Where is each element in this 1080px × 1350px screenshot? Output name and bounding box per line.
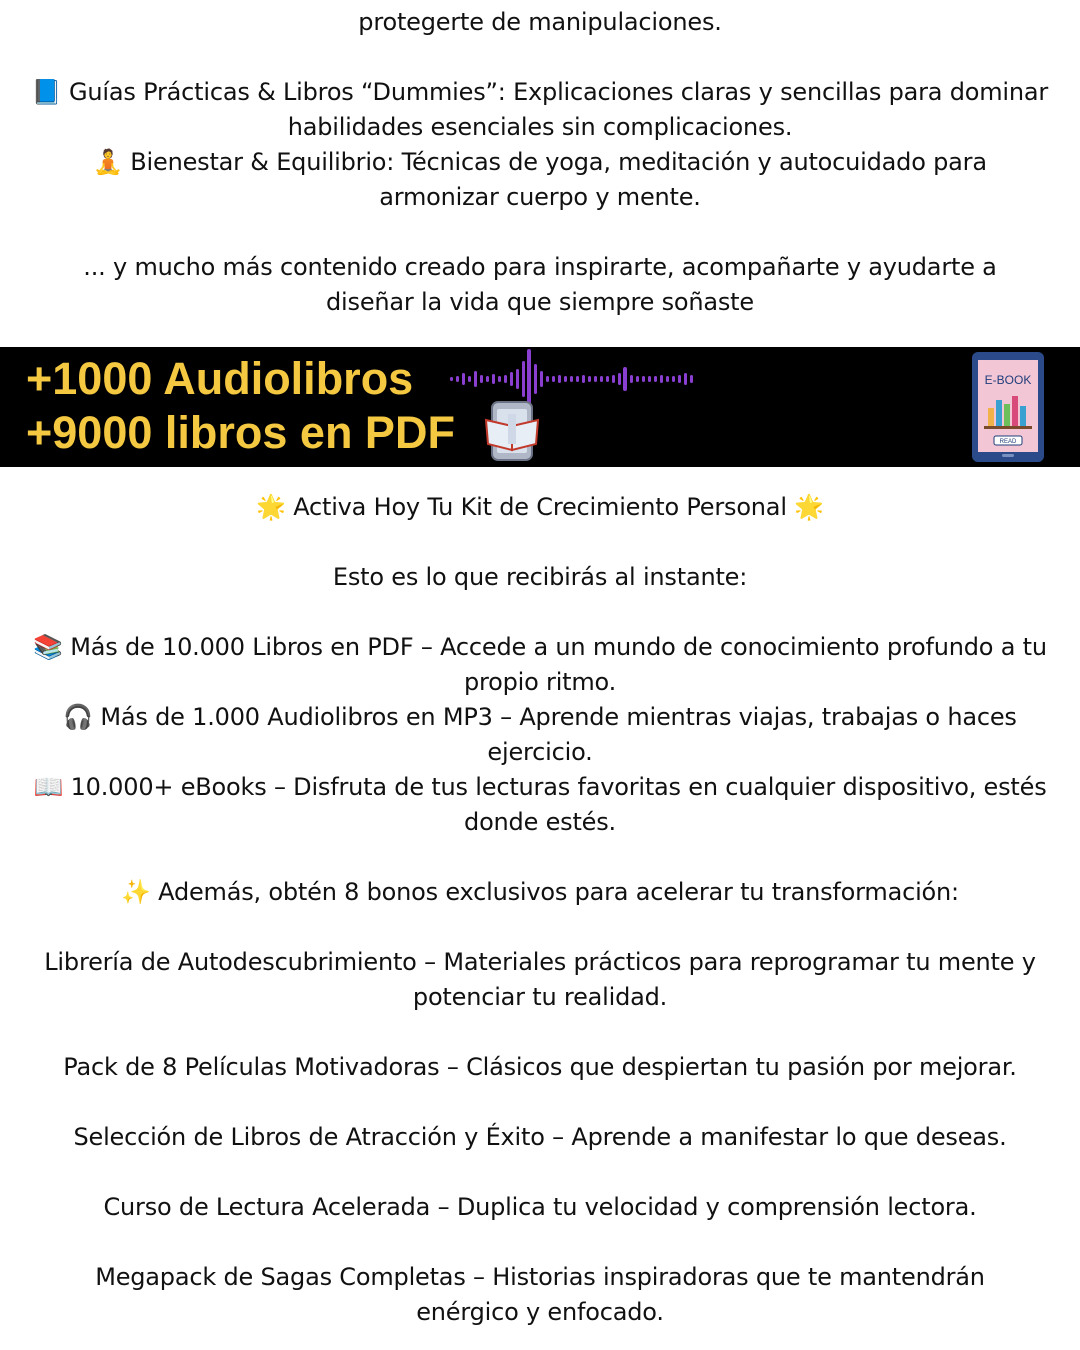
list-item-ebooks-line-2: donde estés.: [464, 808, 616, 836]
open-book-icon: 📖: [33, 773, 64, 801]
bonus-item: [0, 1120, 1080, 1155]
bonus-item: [0, 1190, 1080, 1225]
headphones-icon: 🎧: [63, 703, 93, 731]
books-icon: 📚: [33, 633, 63, 661]
blue-book-icon: 📘: [31, 78, 62, 106]
sparkles-icon: ✨: [121, 878, 151, 906]
wellbeing-text-1: Bienestar & Equilibrio: Técnicas de yoga, meditación y autocuidado para: [130, 148, 987, 176]
bonus-line-1: Selección de Libros de Atracción y Éxito – Aprende a manifestar lo que deseas.: [73, 1123, 1007, 1151]
wellbeing-line-2: armonizar cuerpo y mente.: [379, 183, 701, 211]
offer-intro: Esto es lo que recibirás al instante:: [332, 563, 748, 591]
more-paragraph: [0, 250, 1080, 320]
bonus-line-2: potenciar tu realidad.: [412, 983, 668, 1011]
bonus-line-2: enérgico y enfocado.: [416, 1298, 664, 1326]
list-item-audio-line-1: [0, 700, 1080, 735]
ebook-label: E-BOOK: [984, 373, 1032, 387]
list-item-ebooks-line-1: [0, 770, 1080, 805]
bonus-item: [0, 945, 1080, 1015]
list-item-text: 10.000+ eBooks – Disfruta de tus lecturas favoritas en cualquier dispositivo, estés: [70, 773, 1047, 801]
meditation-icon: 🧘: [93, 148, 123, 176]
offer-items-list: [0, 630, 1080, 840]
banner-headline-audiobooks: +1000 Audiolibros: [26, 353, 414, 404]
bonus-line-1: Curso de Lectura Acelerada – Duplica tu velocidad y comprensión lectora.: [103, 1193, 977, 1221]
bonus-item: [0, 1260, 1080, 1330]
guides-paragraph: [0, 75, 1080, 215]
more-line-2: diseñar la vida que siempre soñaste: [326, 288, 754, 316]
list-item-text: Más de 10.000 Libros en PDF – Accede a un mundo de conocimiento profundo a tu: [70, 633, 1047, 661]
bonus-line-1: Pack de 8 Películas Motivadoras – Clásicos que despiertan tu pasión por mejorar.: [63, 1053, 1017, 1081]
bonus-item: [0, 1050, 1080, 1085]
list-item-pdf-line-2: propio ritmo.: [463, 668, 617, 696]
guides-line-2: habilidades esenciales sin complicaciones.: [287, 113, 793, 141]
promo-banner: [0, 347, 1080, 467]
more-line-1: ... y mucho más contenido creado para inspirarte, acompañarte y ayudarte a: [83, 253, 997, 281]
offer-title-text: Activa Hoy Tu Kit de Crecimiento Personal: [293, 493, 787, 521]
ebook-tablet-icon: [970, 350, 1046, 464]
list-item-audio-line-2: ejercicio.: [487, 738, 593, 766]
bonus-line-1: Librería de Autodescubrimiento – Materiales prácticos para reprogramar tu mente y: [44, 948, 1036, 976]
sparkle-star-icon: 🌟: [794, 493, 824, 521]
intro-tail-text: [0, 5, 1080, 40]
ebook-read-label: READ: [999, 439, 1017, 445]
bonus-intro: [0, 875, 1080, 910]
bonus-line-1: Megapack de Sagas Completas – Historias inspiradoras que te mantendrán: [95, 1263, 985, 1291]
guides-line-1: [0, 75, 1080, 110]
list-item-pdf-line-1: [0, 630, 1080, 665]
offer-title: [0, 490, 1080, 525]
wellbeing-line-1: [0, 145, 1080, 180]
book-tablet-icon: [484, 400, 544, 462]
list-item-text: Más de 1.000 Audiolibros en MP3 – Aprende mientras viajas, trabajas o haces: [100, 703, 1017, 731]
guides-text-1: Guías Prácticas & Libros “Dummies”: Explicaciones claras y sencillas para dominar: [69, 78, 1049, 106]
sparkle-star-icon: 🌟: [256, 493, 286, 521]
banner-headline-pdf: +9000 libros en PDF: [26, 407, 455, 458]
bonus-intro-text: Además, obtén 8 bonos exclusivos para acelerar tu transformación:: [158, 878, 959, 906]
intro-tail-line: protegerte de manipulaciones.: [358, 8, 722, 36]
